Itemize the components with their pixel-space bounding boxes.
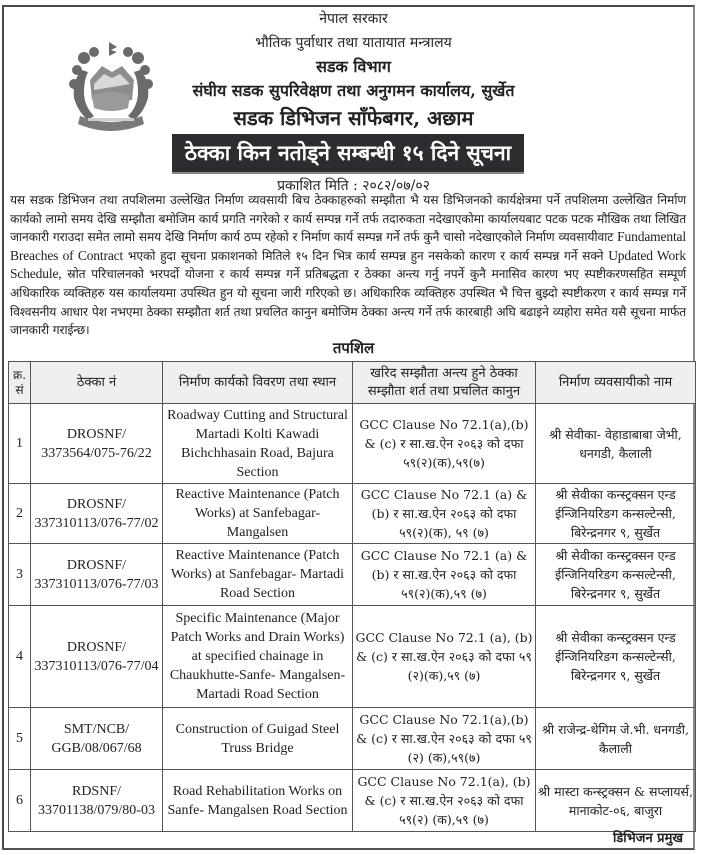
cell-clause: GCC Clause No 72.1 (a), (b) & (c) र सा.ख.ऐन २०६३ को दफा ५९ (२)(क),५९ (७)	[353, 606, 536, 708]
cell-contract-no: SMT/NCB/ GGB/08/067/68	[31, 708, 163, 770]
body-part-1: यस सडक डिभिजन तथा तपशिलमा उल्लेखित निर्माण व्यवसायी बिच ठेक्काहरुको सम्झौता भै यस डिभिजनको कार्यक्षेत्रमा पर्ने तपशिलमा उल्लेखित निर्माण कार्यको लामो समय देखि सम्झौता बमोजिम कार्य प्रगति नगरेको र कार्य सम्पन्न गर्ने तर्फ तदारुकता नदेखाएकोमा कार्यालयबाट पटक पटक मौखिक तथा लिखित जानकारी गराउदा समेत लामो समय देखि निर्माण कार्य ठप्प रहेको र निर्माण कार्य सम्पन्न गर्ने तर्फ कुनै चासो नदेखाएकोले निर्माण व्यवसायीवाट	[10, 193, 686, 245]
cell-sn: 3	[9, 544, 31, 606]
cell-sn: 4	[9, 606, 31, 708]
body-phrase-breach: Fundamental Breaches of Contract	[10, 229, 686, 263]
cell-clause: GCC Clause No 72.1(a), (b) & (c) र सा.ख.ऐन २०६३ को दफा ५९(२) (क),५९ (७)	[353, 770, 536, 832]
column-header-sn: क्र. सं	[9, 362, 31, 404]
cell-sn: 2	[9, 484, 31, 544]
cell-contractor: श्री सेवीका- वेहाडाबाबा जेभी, धनगडी, कैलाली	[536, 404, 696, 484]
cell-sn: 6	[9, 770, 31, 832]
cell-clause: GCC Clause No 72.1 (a) & (b) र सा.ख.ऐन २०६३ को दफा ५९(२)(क), ५९ (७)	[353, 484, 536, 544]
ministry-name: भौतिक पुर्वाधार तथा यातायात मन्त्रालय	[255, 35, 452, 51]
column-header-description: निर्माण कार्यको विवरण तथा स्थान	[163, 362, 353, 404]
table-row	[9, 770, 696, 832]
signatory: डिभिजन प्रमुख	[612, 831, 683, 846]
cell-contract-no: DROSNF/ 3373564/075-76/22	[31, 404, 163, 484]
column-header-contract-no: ठेक्का नं	[31, 362, 163, 404]
table-header-row	[9, 362, 696, 404]
table-row	[9, 708, 696, 770]
column-header-clause: खरिद सम्झौता अन्त्य हुने ठेक्का सम्झौता शर्त तथा प्रचलित कानुन	[353, 362, 536, 404]
division-name: सडक डिभिजन साँफेबगर, अछाम	[233, 106, 474, 130]
cell-description: Roadway Cutting and Structural Martadi Kolti Kawadi Bichchhasain Road, Bajura Section	[163, 404, 353, 484]
cell-sn: 1	[9, 404, 31, 484]
cell-contractor: श्री मास्टा कन्स्ट्रक्सन & सप्लायर्स, मानाकोट-०६, बाजुरा	[536, 770, 696, 832]
table-row	[9, 606, 696, 708]
cell-contractor: श्री राजेन्द्र-थेगिम जे.भी. धनगडी, कैलाली	[536, 708, 696, 770]
cell-description: Reactive Maintenance (Patch Works) at Sanfebagar-Mangalsen	[163, 484, 353, 544]
column-header-contractor: निर्माण व्यवसायीको नाम	[536, 362, 696, 404]
table-row	[9, 404, 696, 484]
government-name: नेपाल सरकार	[319, 11, 388, 27]
office-name: संघीय सडक सुपरिवेक्षण तथा अनुगमन कार्यालय, सुर्खेत	[192, 81, 515, 100]
cell-description: Construction of Guigad Steel Truss Bridge	[163, 708, 353, 770]
cell-contractor: श्री सेवीका कन्स्ट्रक्सन एन्ड ईन्जिनियरिङग कन्सल्टेन्सी, बिरेन्द्रनगर ९, सुर्खेत	[536, 606, 696, 708]
table-row	[9, 484, 696, 544]
notice-title: ठेक्का किन नतोड्ने सम्बन्धी १५ दिने सूचना	[172, 134, 524, 174]
cell-description: Road Rehabilitation Works on Sanfe- Mangalsen Road Section	[163, 770, 353, 832]
cell-contract-no: DROSNF/ 337310113/076-77/02	[31, 484, 163, 544]
cell-clause: GCC Clause No 72.1 (a) & (b) र सा.ख.ऐन २०६३ को दफा ५९(२)(क),५९ (७)	[353, 544, 536, 606]
body-part-3: स्रोत परिचालनको भरपर्दो योजना र कार्य सम्पन्न गर्ने प्रतिबद्धता र ठेक्का अन्त्य गर्नु नपर्ने कुनै मनासिव कारण भए स्पष्टीकरणसहित सम्पूर्ण अधिकारिक व्यक्तिहरु यस कार्यालयमा उपस्थित हुन यो सूचना जारी गरिएको छ। अधिकारिक व्यक्तिहरु उपस्थित भै चित्त बुझ्दो स्पष्टीकरण र कार्य सम्पन्न गर्ने विश्वसनीय आधार पेश नभएमा ठेक्का सम्झौता शर्त तथा प्रचलित कानुन बमोजिम ठेक्का अन्त्य गर्ने तर्फ कारबाही अघि बढाइने व्यहोरा समेत यसै सूचना मार्फत जानकारी गराईन्छ।	[10, 267, 686, 338]
table-row	[9, 544, 696, 606]
cell-contractor: श्री सेवीका कन्स्ट्रक्सन एन्ड ईन्जिनियरिङग कन्सल्टेन्सी, बिरेन्द्रनगर ९, सुर्खेत	[536, 544, 696, 606]
cell-contract-no: DROSNF/ 337310113/076-77/03	[31, 544, 163, 606]
cell-clause: GCC Clause No 72.1(a),(b) & (c) र सा.ख.ऐन २०६३ को दफा ५९ (२) (क),५९(७)	[353, 708, 536, 770]
department-name: सडक विभाग	[316, 57, 391, 76]
body-phrase-schedule: Updated Work Schedule,	[10, 247, 686, 282]
cell-contract-no: RDSNF/ 33701138/079/80-03	[31, 770, 163, 832]
cell-sn: 5	[9, 708, 31, 770]
published-date: प्रकाशित मिति : २०८२/०७/०२	[277, 178, 430, 194]
body-part-2: भएको हुदा सूचना प्रकाशनको मितिले १५ दिन भित्र कार्य सम्पन्न हुन नसकेको कारण र कार्य सम्पन्न गर्ने सक्ने	[123, 248, 609, 263]
cell-description: Specific Maintenance (Major Patch Works and Drain Works) at specified chainage in Chaukhutte-Sanfe- Mangalsen-Martadi Road Section	[163, 606, 353, 708]
notice-body	[10, 191, 686, 340]
cell-description: Reactive Maintenance (Patch Works) at Sanfebagar- Martadi Road Section	[163, 544, 353, 606]
cell-contractor: श्री सेवीका कन्स्ट्रक्सन एन्ड ईन्जिनियरिङग कन्सल्टेन्सी, बिरेन्द्रनगर ९, सुर्खेत	[536, 484, 696, 544]
cell-clause: GCC Clause No 72.1(a),(b) & (c) र सा.ख.ऐन २०६३ को दफा ५९(२)(क),५९(७)	[353, 404, 536, 484]
schedule-heading: तपशिल	[332, 339, 375, 357]
schedule-table	[8, 361, 696, 832]
cell-contract-no: DROSNF/ 337310113/076-77/04	[31, 606, 163, 708]
